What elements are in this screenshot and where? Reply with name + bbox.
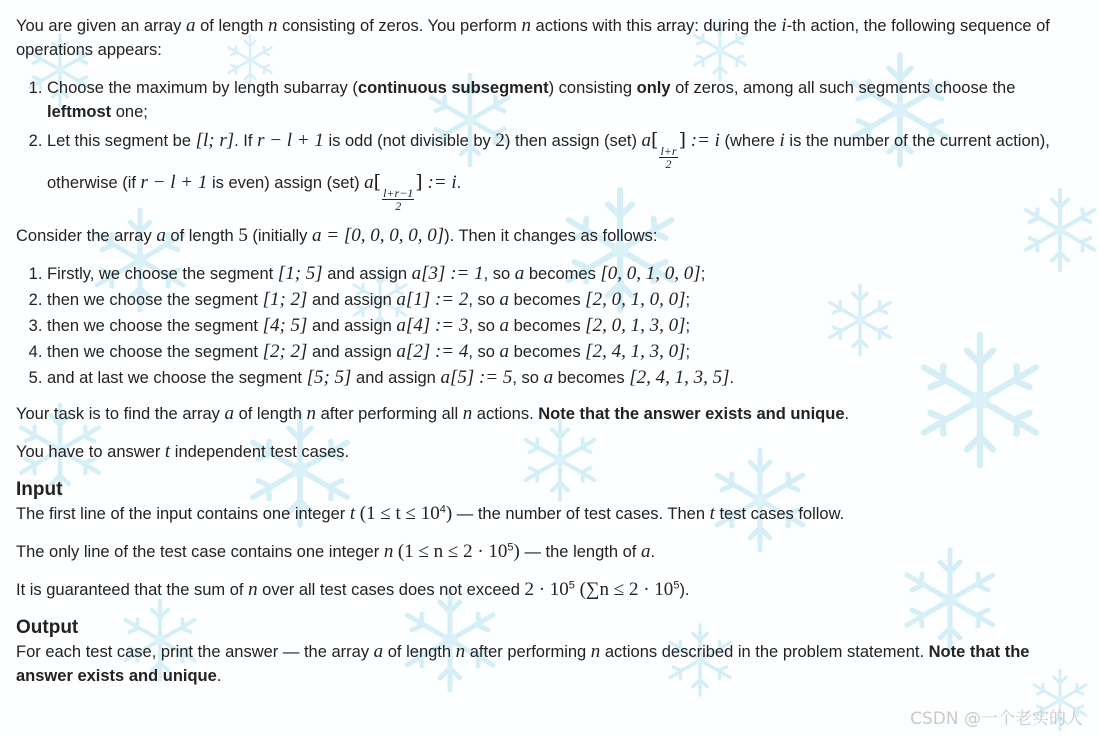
testcases-paragraph: You have to answer t independent test cases. (16, 441, 350, 462)
input-heading: Input (16, 479, 63, 500)
list-item: 4. then we choose the segment [2; 2] and assign a[2] := 4, so a becomes [2, 4, 1, 3, 0]; (47, 340, 1082, 364)
csdn-watermark: CSDN @一个老实的人 (910, 709, 1083, 729)
fraction: $\frac{l+r}{2}$ (660, 144, 677, 171)
input-line-2: The only line of the test case contains one integer n $(1 \le n \le 2 \cdot 10^5)$ — the length of a. (16, 541, 656, 562)
task-paragraph: Your task is to find the array a of length n after performing all n actions. Note that the answer exists and unique. (16, 403, 850, 424)
list-item: 1. Firstly, we choose the segment [1; 5] and assign a[3] := 1, so a becomes [0, 0, 1, 0, 0]; (47, 262, 1082, 286)
example-intro: Consider the array a of length 5 (initially a = [0, 0, 0, 0, 0]). Then it changes as follows: (16, 225, 658, 246)
action-steps-list (16, 76, 1082, 212)
problem-statement (16, 14, 1082, 702)
list-item: 2. Let this segment be [l; r]. If r − l + 1 is odd (not divisible by 2) then assign (set) a[ $\frac{l+r}{2}$ ] := i (where i is the number of the current action), otherwise (if r − l + 1 is even) assign (set) a[ $\frac{l+r-1}{2}$ ] := i. (47, 128, 1082, 212)
output-heading: Output (16, 617, 79, 638)
list-item: 5. and at last we choose the segment [5; 5] and assign a[5] := 5, so a becomes [2, 4, 1, 3, 5]. (47, 366, 1082, 390)
output-paragraph: For each test case, print the answer — the array a of length n after performing n actions described in the problem statement. Note that the answer exists and unique. (16, 641, 1030, 685)
intro-paragraph: You are given an array a of length n consisting of zeros. You perform n actions with this array: during the i-th action, the following sequence of operations appears: (16, 15, 1050, 59)
list-item: 2. then we choose the segment [1; 2] and assign a[1] := 2, so a becomes [2, 0, 1, 0, 0]; (47, 288, 1082, 312)
list-item: 3. then we choose the segment [4; 5] and assign a[4] := 3, so a becomes [2, 0, 1, 3, 0]; (47, 314, 1082, 338)
example-steps-list (16, 262, 1082, 390)
list-item: 1. Choose the maximum by length subarray (continuous subsegment) consisting only of zeros, among all such segments choose the leftmost one; (47, 76, 1082, 124)
input-line-3: It is guaranteed that the sum of n over all test cases does not exceed $2 \cdot 10^5$ $(\sum n \le 2 \cdot 10^5)$. (16, 579, 690, 600)
fraction: $\frac{l+r-1}{2}$ (383, 186, 414, 213)
input-line-1: The first line of the input contains one integer t $(1 \le t \le 10^4)$ — the number of test cases. Then t test cases follow. (16, 503, 845, 524)
